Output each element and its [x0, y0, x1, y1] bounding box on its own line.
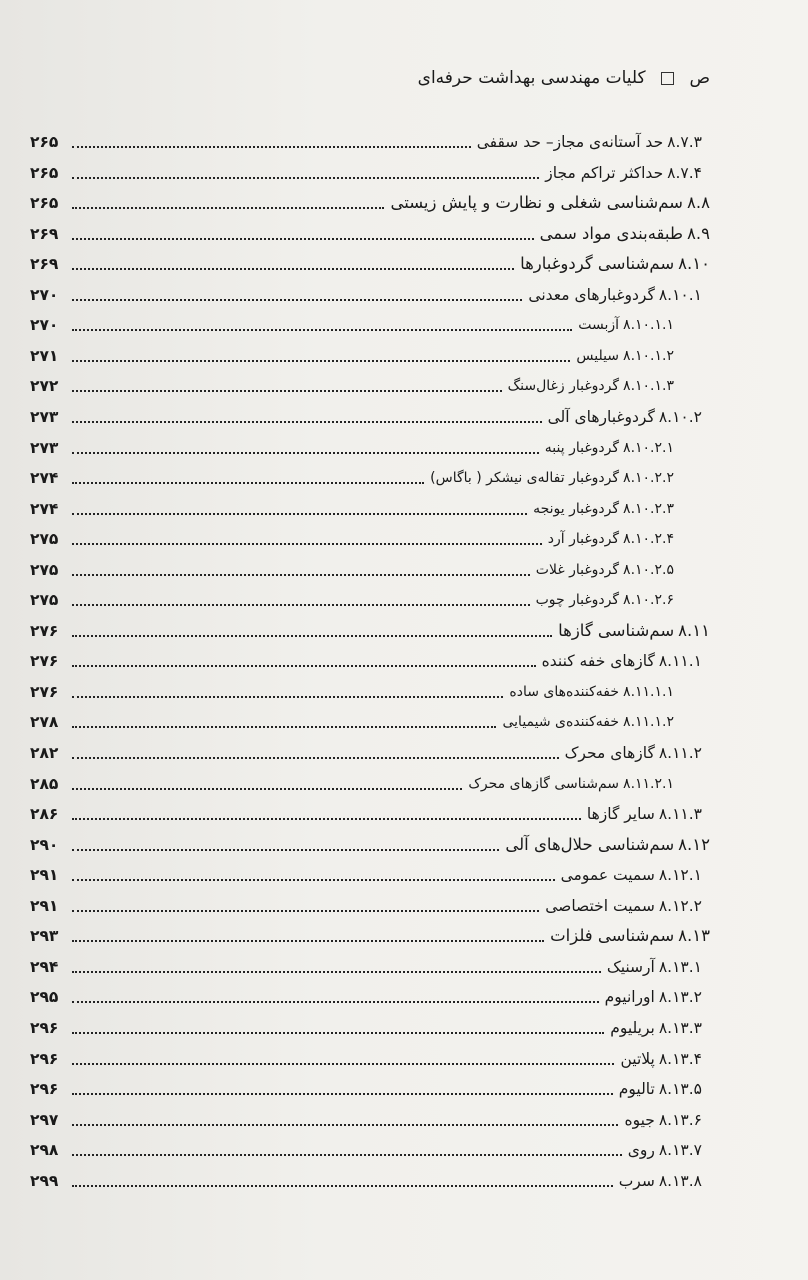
- toc-entry: [30, 1039, 710, 1069]
- dot-leader: [72, 1063, 614, 1065]
- toc-entry-page: ۲۷۱: [30, 346, 59, 365]
- toc-entry-page: ۲۷۸: [30, 713, 59, 732]
- toc-entry-page: ۲۷۴: [30, 469, 59, 488]
- toc-entry-number: ۸.۱۰.۲.۳: [623, 500, 674, 517]
- toc-entry-page: ۲۷۳: [30, 438, 59, 457]
- toc-entry: [30, 336, 710, 366]
- toc-entry-title: سم‌شناسی گردوغبارها: [520, 254, 675, 274]
- toc-entry-title: تالیوم: [618, 1080, 655, 1099]
- toc-entry-title: گردوغبار غلات: [535, 561, 620, 578]
- dot-leader: [72, 1001, 599, 1003]
- toc-entry-title: سمیت اختصاصی: [545, 896, 655, 915]
- toc-entry-number: ۸.۱۰.۲.۲: [623, 470, 674, 487]
- toc-entry-number: ۸.۱۲.۱: [658, 866, 702, 885]
- toc-entry-number: ۸.۱۱.۱.۱: [623, 683, 674, 700]
- toc-entry-title: روی: [627, 1141, 655, 1160]
- toc-entry-page: ۲۷۳: [30, 407, 59, 426]
- toc-entry-title: آرسنیک: [606, 957, 655, 976]
- dot-leader: [72, 849, 499, 851]
- toc-entry-page: ۲۷۶: [30, 652, 59, 671]
- toc-entry-page: ۲۸۵: [30, 774, 59, 793]
- dot-leader: [72, 910, 539, 912]
- toc-entry: [30, 214, 710, 244]
- toc-entry-page: ۲۹۹: [30, 1171, 59, 1190]
- dot-leader: [72, 390, 502, 392]
- toc-entry-page: ۲۷۵: [30, 530, 59, 549]
- toc-entry-number: ۸.۱۳.۸: [658, 1171, 702, 1190]
- dot-leader: [72, 726, 496, 728]
- dot-leader: [72, 329, 572, 331]
- toc-entry-title: گردوغبارهای معدنی: [528, 285, 655, 304]
- toc-entry: [30, 764, 710, 794]
- toc-entry-page: ۲۷۰: [30, 285, 59, 304]
- toc-entry-number: ۸.۱۱: [678, 620, 710, 640]
- toc-entry-title: سم‌شناسی فلزات: [550, 926, 675, 946]
- toc-entry-page: ۲۸۶: [30, 805, 59, 824]
- toc-entry-page: ۲۹۶: [30, 1080, 59, 1099]
- dot-leader: [72, 757, 559, 759]
- toc-entry-page: ۲۶۹: [30, 255, 59, 274]
- toc-entry-number: ۸.۷.۳: [667, 133, 702, 151]
- toc-entry-title: گردوغبار زغال‌سنگ: [507, 378, 620, 395]
- toc-entry-title: طبقه‌بندی مواد سمی: [539, 223, 684, 243]
- dot-leader: [72, 1124, 618, 1126]
- toc-entry-title: سایر گازها: [586, 805, 655, 824]
- toc-entry-title: سم‌شناسی شغلی و نظارت و پایش زیستی: [390, 193, 684, 213]
- dot-leader: [72, 635, 552, 637]
- toc-entry-title: سرب: [618, 1171, 655, 1190]
- toc-entry: [30, 428, 710, 458]
- toc-entry-title: سم‌شناسی گازها: [558, 620, 675, 640]
- toc-entry-page: ۲۹۶: [30, 1049, 59, 1068]
- toc-entry-page: ۲۹۷: [30, 1110, 59, 1129]
- toc-entry-page: ۲۸۲: [30, 744, 59, 762]
- toc-entry-number: ۸.۱۲: [678, 834, 710, 854]
- toc-entry-number: ۸.۱۰.۲.۵: [623, 561, 674, 578]
- toc-entry: [30, 1008, 710, 1038]
- dot-leader: [72, 788, 462, 790]
- toc-entry-page: ۲۹۱: [30, 866, 59, 885]
- toc-entry-number: ۸.۱۰.۲.۶: [623, 592, 674, 609]
- toc-entry-title: گردوغبار پنبه: [544, 439, 620, 456]
- toc-entry-number: ۸.۱۲.۲: [658, 896, 702, 915]
- toc-entry-title: اورانیوم: [604, 988, 655, 1007]
- toc-entry-page: ۲۶۵: [30, 133, 59, 151]
- dot-leader: [72, 360, 570, 362]
- toc-entry-number: ۸.۱۰.۲.۱: [623, 439, 674, 456]
- toc-entry-page: ۲۹۵: [30, 988, 59, 1007]
- toc-entry-number: ۸.۱۳.۶: [658, 1110, 702, 1129]
- toc-entry-number: ۸.۱۰.۱.۱: [623, 317, 674, 334]
- toc-entry-number: ۸.۱۰.۱.۳: [623, 378, 674, 395]
- toc-entry: [30, 641, 710, 671]
- toc-entry-page: ۲۷۲: [30, 377, 59, 396]
- toc-entry: [30, 1069, 710, 1099]
- dot-leader: [72, 452, 539, 454]
- toc-entry: [30, 916, 710, 946]
- toc-entry: [30, 1161, 710, 1191]
- running-header: [417, 68, 710, 88]
- page-letter: ص: [689, 68, 710, 88]
- toc-entry-number: ۸.۱۰.۱.۲: [623, 347, 674, 364]
- toc-entry-number: ۸.۱۳.۴: [658, 1049, 702, 1068]
- toc-entry-title: گردوغبار چوب: [535, 592, 620, 609]
- toc-entry-page: ۲۷۴: [30, 499, 59, 518]
- dot-leader: [72, 971, 601, 973]
- toc-entry: [30, 275, 710, 305]
- toc-entry-number: ۸.۱۱.۳: [658, 805, 702, 824]
- book-title: کلیات مهندسی بهداشت حرفه‌ای: [417, 68, 646, 88]
- dot-leader: [72, 482, 424, 484]
- toc-entry-title: جیوه: [624, 1110, 655, 1129]
- toc-entry-page: ۲۹۴: [30, 957, 59, 976]
- toc-entry-title: سم‌شناسی گازهای محرک: [468, 775, 620, 792]
- toc-entry-page: ۲۹۳: [30, 927, 59, 946]
- toc-entry-page: ۲۷۶: [30, 621, 59, 640]
- toc-entry: [30, 458, 710, 488]
- toc-entry: [30, 855, 710, 885]
- dot-leader: [72, 177, 539, 179]
- toc-entry-number: ۸.۱۱.۱: [658, 652, 702, 671]
- toc-entry: [30, 550, 710, 580]
- toc-entry-title: گردوغبار آرد: [547, 531, 620, 548]
- toc-entry-number: ۸.۱۳.۵: [658, 1080, 702, 1099]
- dot-leader: [72, 665, 536, 667]
- dot-leader: [72, 146, 471, 148]
- toc-entry-title: گردوغبار یونجه: [533, 500, 620, 517]
- toc-entry: [30, 122, 710, 152]
- toc-entry-title: گردوغبارهای آلی: [547, 407, 655, 426]
- toc-entry: [30, 183, 710, 213]
- dot-leader: [72, 1093, 613, 1095]
- toc-entry: [30, 1130, 710, 1160]
- toc-entry: [30, 153, 710, 183]
- toc-entry-title: بریلیوم: [610, 1018, 655, 1037]
- toc-entry: [30, 733, 710, 763]
- dot-leader: [72, 1185, 613, 1187]
- toc-entry-page: ۲۹۰: [30, 835, 59, 854]
- toc-entry-title: حد آستانه‌ی مجاز– حد سقفی: [476, 133, 664, 151]
- toc-entry-title: سیلیس: [576, 347, 620, 364]
- dot-leader: [72, 238, 534, 240]
- toc-entry: [30, 1100, 710, 1130]
- toc-entry-number: ۸.۱۰: [678, 254, 710, 274]
- toc-entry: [30, 397, 710, 427]
- toc-entry-number: ۸.۱۰.۲.۴: [623, 531, 674, 548]
- toc-entry-page: ۲۹۸: [30, 1141, 59, 1160]
- toc-entry-number: ۸.۸: [687, 193, 710, 213]
- toc-entry: [30, 244, 710, 274]
- toc-entry: [30, 794, 710, 824]
- dot-leader: [72, 940, 544, 942]
- toc-entry-page: ۲۷۵: [30, 591, 59, 610]
- dot-leader: [72, 513, 527, 515]
- dot-leader: [72, 696, 503, 698]
- dot-leader: [72, 879, 555, 881]
- toc-entry: [30, 611, 710, 641]
- dot-leader: [72, 574, 530, 576]
- toc-entry-number: ۸.۹: [687, 223, 710, 243]
- toc-entry-title: سم‌شناسی حلال‌های آلی: [505, 834, 675, 854]
- toc-entry: [30, 977, 710, 1007]
- toc-entry: [30, 947, 710, 977]
- toc-entry: [30, 489, 710, 519]
- dot-leader: [72, 268, 514, 270]
- toc-entry-title: حداکثر تراکم مجاز: [545, 163, 664, 182]
- toc-entry-title: گازهای محرک: [564, 744, 655, 762]
- dot-leader: [72, 207, 384, 209]
- toc-entry-page: ۲۶۵: [30, 163, 59, 182]
- dot-leader: [72, 1032, 604, 1034]
- toc-entry-page: ۲۷۶: [30, 682, 59, 701]
- toc-entry-title: گردوغبار تفاله‌ی نیشکر ( باگاس): [430, 470, 620, 487]
- toc-entry-number: ۸.۱۱.۲.۱: [623, 775, 674, 792]
- toc-entry: [30, 366, 710, 396]
- toc-entry-number: ۸.۱۰.۲: [658, 407, 702, 426]
- toc-entry-number: ۸.۱۱.۱.۲: [623, 714, 674, 731]
- square-separator-icon: [661, 72, 674, 85]
- toc-entry-title: سمیت عمومی: [560, 866, 655, 885]
- toc-entry-page: ۲۷۵: [30, 560, 59, 579]
- toc-entry: [30, 886, 710, 916]
- dot-leader: [72, 604, 530, 606]
- toc-entry-title: گازهای خفه کننده: [541, 652, 655, 671]
- toc-entry-number: ۸.۱۳: [678, 926, 710, 946]
- toc-entry-title: آزبست: [578, 317, 620, 334]
- toc-entry-number: ۸.۱۳.۱: [658, 957, 702, 976]
- dot-leader: [72, 543, 542, 545]
- toc-entry-page: ۲۹۶: [30, 1018, 59, 1037]
- toc-entry-page: ۲۶۵: [30, 194, 59, 213]
- dot-leader: [72, 818, 581, 820]
- toc-entry-title: پلاتین: [620, 1049, 655, 1068]
- toc-entry: [30, 580, 710, 610]
- toc-entry-number: ۸.۱۳.۲: [658, 988, 702, 1007]
- toc-entry-title: خفه‌کننده‌ی شیمیایی: [502, 714, 620, 731]
- toc-entry-page: ۲۹۱: [30, 896, 59, 915]
- toc-entry-page: ۲۶۹: [30, 224, 59, 243]
- toc-entry: [30, 825, 710, 855]
- toc-entry-number: ۸.۷.۴: [667, 163, 702, 182]
- toc-entry-number: ۸.۱۱.۲: [658, 744, 702, 762]
- toc-entry-page: ۲۷۰: [30, 316, 59, 335]
- dot-leader: [72, 1154, 622, 1156]
- toc-entry-number: ۸.۱۳.۳: [658, 1018, 702, 1037]
- toc-entry: [30, 672, 710, 702]
- toc-entry-title: خفه‌کننده‌های ساده: [509, 683, 620, 700]
- toc-entry: [30, 702, 710, 732]
- toc-entry: [30, 305, 710, 335]
- toc-entry: [30, 519, 710, 549]
- toc-entry-number: ۸.۱۳.۷: [658, 1141, 702, 1160]
- dot-leader: [72, 421, 542, 423]
- dot-leader: [72, 299, 522, 301]
- toc-entry-number: ۸.۱۰.۱: [658, 285, 702, 304]
